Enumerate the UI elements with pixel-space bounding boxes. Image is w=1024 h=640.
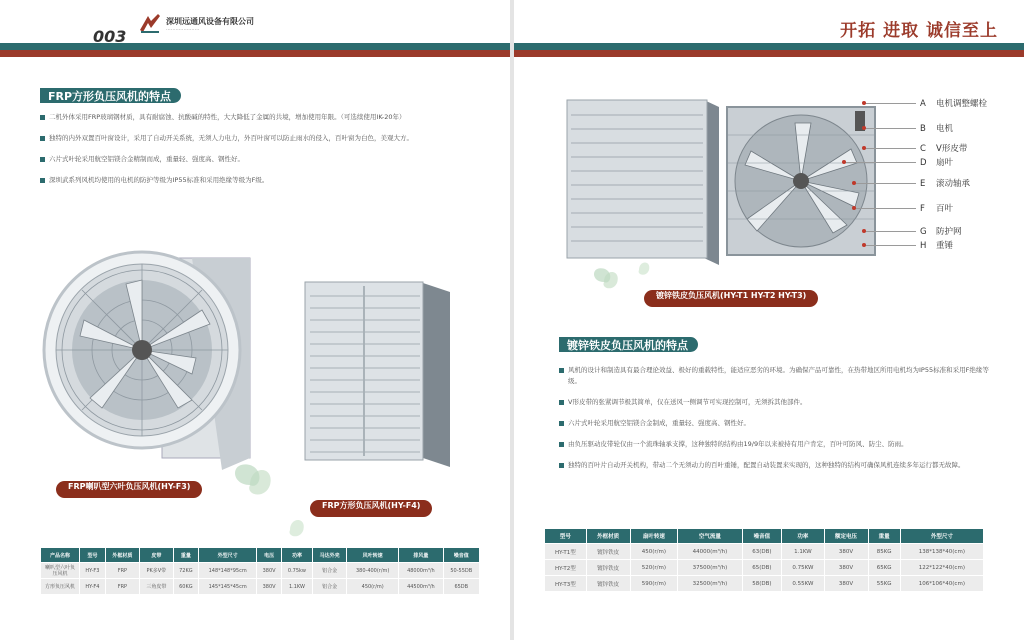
part-key: G (920, 227, 927, 237)
table-header-cell: 重量 (868, 529, 900, 544)
table-header-cell: 风叶转速 (347, 548, 399, 563)
table-cell: HY-T2型 (545, 560, 587, 576)
table-cell: 喇叭型六叶负压风机 (41, 563, 80, 579)
table-row (545, 576, 984, 592)
table-header-cell: 重量 (173, 548, 198, 563)
frp-feature-list (40, 112, 470, 196)
callout-dot (862, 243, 866, 247)
table-header-cell: 扇叶转速 (630, 529, 678, 544)
part-name: 扇叶 (936, 158, 954, 168)
table-header-row (545, 529, 984, 544)
table-cell: 65KG (868, 560, 900, 576)
table-cell: 1.1KW (782, 544, 824, 560)
table-header-row (41, 548, 480, 563)
table-cell: 44500m³/h (399, 579, 443, 595)
part-key: A (920, 99, 926, 109)
header-bar-red (0, 50, 510, 57)
swirl-decoration-icon (584, 262, 624, 302)
section-title-frp: FRP方形负压风机的特点 (40, 88, 181, 103)
table-cell: 520(r/m) (630, 560, 678, 576)
table-cell: 65(DB) (742, 560, 782, 576)
slogan: 开拓 进取 诚信至上 (840, 21, 998, 41)
table-header-cell: 额定电压 (824, 529, 868, 544)
galvanized-spec-table (544, 528, 984, 592)
caption-hy-f3: FRP喇叭型六叶负压风机(HY-F3) (56, 481, 202, 498)
table-cell: 铝合金 (313, 579, 347, 595)
table-header-cell: 外框材质 (586, 529, 630, 544)
part-key: H (920, 241, 927, 251)
table-header-cell: 排风量 (399, 548, 443, 563)
part-key: F (920, 204, 925, 214)
header-bar-teal (0, 43, 510, 50)
table-cell: 590(r/m) (630, 576, 678, 592)
part-label-c (920, 142, 967, 154)
table-cell: 0.75kw (281, 563, 312, 579)
header-bar-red (514, 50, 1024, 57)
part-name: 电机调整螺栓 (936, 99, 988, 109)
swirl-decoration-icon (624, 255, 654, 285)
table-cell: 0.55KW (782, 576, 824, 592)
feature-item: 独特的内外双置百叶窗设计，采用了自动开关系统，无须人力电力，外百叶窗可以防止雨水的侵入，百叶窗为白色，美观大方。 (40, 133, 470, 144)
table-cell: 148*148*95cm (198, 563, 256, 579)
callout-dot (842, 160, 846, 164)
part-key: B (920, 124, 926, 134)
table-cell: FRP (105, 579, 139, 595)
callout-line (864, 231, 916, 232)
company-name-en: ····················· (166, 27, 200, 33)
callout-dot (862, 101, 866, 105)
callout-dot (862, 126, 866, 130)
feature-item: 六片式叶轮采用航空铝镁合金制成，重量轻、强度高、钢性好。 (559, 418, 989, 429)
table-cell: 450(r/m) (347, 579, 399, 595)
part-name: V形皮带 (936, 144, 968, 154)
part-key: D (920, 158, 927, 168)
table-row (545, 560, 984, 576)
table-header-cell: 功率 (782, 529, 824, 544)
caption-hy-f4: FRP方形负压风机(HY-F4) (310, 500, 432, 517)
table-cell: FRP (105, 563, 139, 579)
part-name: 防护网 (936, 227, 962, 237)
table-cell: HY-T1型 (545, 544, 587, 560)
table-cell: 122*122*40(cm) (900, 560, 983, 576)
table-cell: 32500(m³/h) (678, 576, 743, 592)
part-label-g (920, 225, 962, 237)
table-cell: 37500(m³/h) (678, 560, 743, 576)
table-cell: HY-F4 (80, 579, 106, 595)
table-cell: 55KG (868, 576, 900, 592)
callout-dot (862, 229, 866, 233)
table-cell: 106*106*40(cm) (900, 576, 983, 592)
feature-item: 独特的百叶片自动开关机构，带动二个无须动力的百叶重锤，配置自动装置来实现的，这种独特的结构可确保风机连续多年运行都无故障。 (559, 460, 989, 471)
table-header-cell: 电压 (257, 548, 281, 563)
part-name: 电机 (936, 124, 954, 134)
part-key: C (920, 144, 926, 154)
callout-line (864, 103, 916, 104)
page-number: 003 (93, 27, 127, 46)
part-name: 百叶 (936, 204, 954, 214)
table-cell: 50-55DB (443, 563, 479, 579)
table-cell: 65DB (443, 579, 479, 595)
table-cell: 145*145*45cm (198, 579, 256, 595)
callout-dot (852, 206, 856, 210)
part-label-b (920, 122, 953, 134)
table-header-cell: 产品名称 (41, 548, 80, 563)
table-cell: 138*138*40(cm) (900, 544, 983, 560)
frp-spec-table (40, 547, 480, 595)
table-row (41, 563, 480, 579)
callout-line (844, 162, 916, 163)
table-cell: 60KG (173, 579, 198, 595)
table-cell: 380V (824, 544, 868, 560)
part-label-d (920, 156, 953, 168)
table-cell: 380V (824, 560, 868, 576)
part-name: 滚动轴承 (936, 179, 971, 189)
table-cell: 85KG (868, 544, 900, 560)
frp-square-fan-image (300, 272, 460, 472)
galvanized-fan-image (559, 95, 879, 265)
table-cell: 48000m³/h (399, 563, 443, 579)
table-header-cell: 皮带 (139, 548, 173, 563)
section-title-galvanized: 镀锌铁皮负压风机的特点 (559, 337, 698, 352)
feature-item: 二机外体采用FRP玻璃钢材质，具有耐腐蚀、抗酸碱的特性，大大降低了金属的共境，增加使用年限。（可选续使用IK-20年） (40, 112, 470, 123)
table-cell: 380V (824, 576, 868, 592)
feature-item: 深圳武系列风机均使用的电机的防护等级为IP55标准和采用绝缘等级为F级。 (40, 175, 470, 186)
table-cell: 72KG (173, 563, 198, 579)
part-label-e (920, 177, 970, 189)
table-cell: 镀锌铁皮 (586, 560, 630, 576)
table-cell: 三角皮带 (139, 579, 173, 595)
feature-item: 六片式叶轮采用航空铝镁合金精制而成，重量轻、强度高、钢性好。 (40, 154, 470, 165)
callout-line (854, 208, 916, 209)
table-cell: HY-T3型 (545, 576, 587, 592)
part-label-a (920, 97, 987, 109)
table-cell: 380V (257, 563, 281, 579)
galvanized-feature-list (559, 365, 989, 481)
table-header-cell: 型号 (545, 529, 587, 544)
frp-horn-fan-image (42, 240, 262, 480)
table-header-cell: 型号 (80, 548, 106, 563)
callout-dot (852, 181, 856, 185)
table-header-cell: 外框材质 (105, 548, 139, 563)
part-label-h (920, 239, 953, 251)
callout-dot (862, 146, 866, 150)
table-cell: 镀锌铁皮 (586, 544, 630, 560)
callout-line (864, 148, 916, 149)
table-header-cell: 马达外壳 (313, 548, 347, 563)
callout-line (864, 245, 916, 246)
table-cell: 方形负压风机 (41, 579, 80, 595)
table-row (41, 579, 480, 595)
part-key: E (920, 179, 926, 189)
left-page (0, 0, 510, 640)
table-cell: 44000(m³/h) (678, 544, 743, 560)
table-cell: 1.1KW (281, 579, 312, 595)
table-cell: 450(r/m) (630, 544, 678, 560)
callout-line (854, 183, 916, 184)
table-cell: 63(DB) (742, 544, 782, 560)
table-header-cell: 外型尺寸 (198, 548, 256, 563)
table-cell: 铝合金 (313, 563, 347, 579)
table-header-cell: 外型尺寸 (900, 529, 983, 544)
company-name: 深圳远通风设备有限公司 (166, 17, 254, 26)
table-header-cell: 功率 (281, 548, 312, 563)
table-row (545, 544, 984, 560)
table-header-cell: 空气流量 (678, 529, 743, 544)
feature-item: 风机的设计和制造具有最合理论效益、极好的重载特性，能适应恶劣的环境。为确保产品可靠性，在热带地区所用电机均为IP55标准和采用F绝缘等级。 (559, 365, 989, 387)
feature-item: V形皮带的张紧调节极其简单，仅在送风一侧调节可实现控制可，无须拆其他部件。 (559, 397, 989, 408)
header-bar-teal (514, 43, 1024, 50)
table-cell: 380-400(r/m) (347, 563, 399, 579)
table-header-cell: 噪音值 (443, 548, 479, 563)
feature-item: 由负压驱动皮带轮仅由一个流珠轴承支撑，这种独特的结构由19/9年以来被持有用户肯定，百叶可防风、防尘、防雨。 (559, 439, 989, 450)
table-cell: HY-F3 (80, 563, 106, 579)
table-cell: PK多V带 (139, 563, 173, 579)
part-name: 重锤 (936, 241, 954, 251)
company-logo-icon (138, 12, 162, 34)
caption-hy-t: 镀锌铁皮负压风机(HY-T1 HY-T2 HY-T3) (644, 290, 818, 307)
callout-line (864, 128, 916, 129)
swirl-decoration-icon (270, 510, 310, 550)
table-cell: 0.75KW (782, 560, 824, 576)
table-cell: 58(DB) (742, 576, 782, 592)
right-page (514, 0, 1024, 640)
table-header-cell: 噪音值 (742, 529, 782, 544)
table-cell: 镀锌铁皮 (586, 576, 630, 592)
table-cell: 380V (257, 579, 281, 595)
part-label-f (920, 202, 953, 214)
